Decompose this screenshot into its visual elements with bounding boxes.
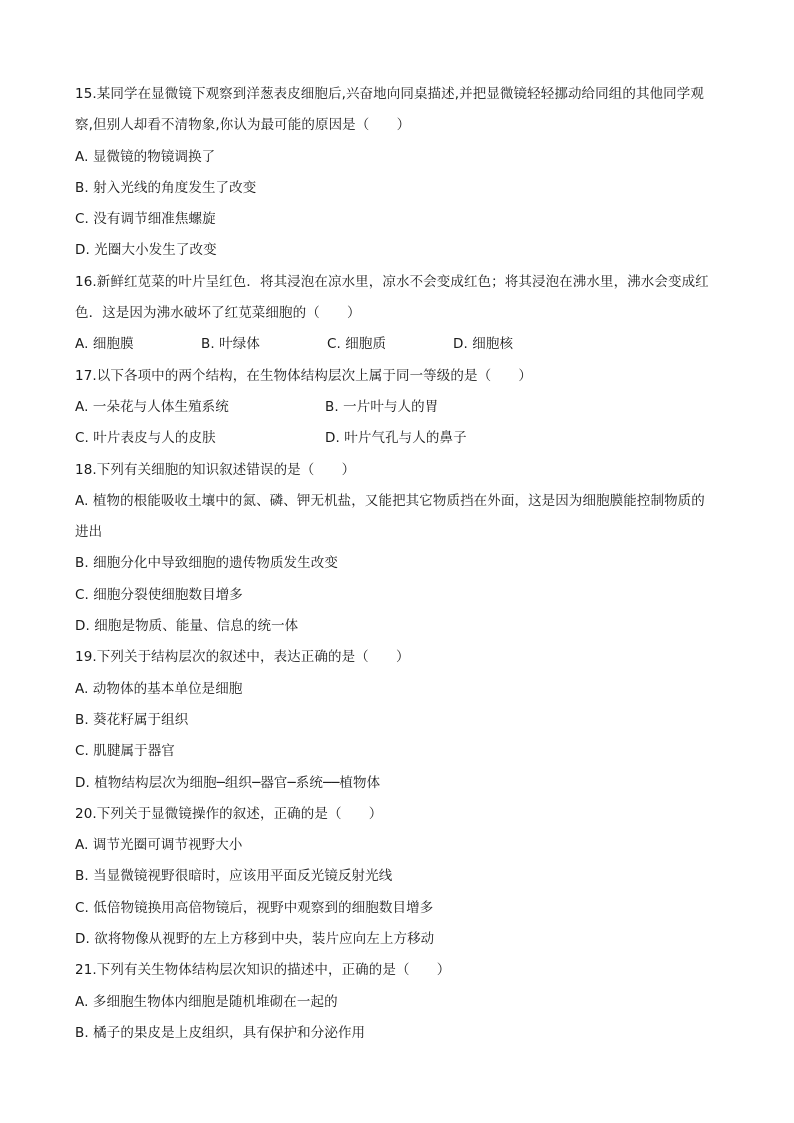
question-20-option-d: D. 欲将物像从视野的左上方移到中央，装片应向左上方移动 (75, 931, 435, 948)
question-20 (75, 799, 725, 955)
question-15 (75, 79, 725, 267)
question-20-option-b: B. 当显微镜视野很暗时，应该用平面反光镜反射光线 (75, 868, 393, 885)
question-16-option-c: C. 细胞质 (327, 336, 387, 353)
question-16-option-b: B. 叶绿体 (201, 336, 260, 353)
question-18-option-a-line-1: A. 植物的根能吸收土壤中的氮、磷、钾无机盐，又能把其它物质挡在外面，这是因为细胞膜能控制物质的 (75, 492, 705, 509)
question-19-option-c: C. 肌腱属于器官 (75, 743, 175, 760)
question-15-stem-line-1: 15.某同学在显微镜下观察到洋葱表皮细胞后,兴奋地向同桌描述,并把显微镜轻轻挪动给同组的其他同学观 (75, 86, 704, 102)
question-21-option-a: A. 多细胞生物体内细胞是随机堆砌在一起的 (75, 993, 338, 1010)
question-18-option-d: D. 细胞是物质、能量、信息的统一体 (75, 618, 299, 635)
question-16-stem-line-1: 16.新鲜红苋菜的叶片呈红色．将其浸泡在凉水里，凉水不会变成红色；将其浸泡在沸水里，沸水会变成红 (75, 273, 709, 290)
question-16 (75, 267, 725, 361)
question-17-option-d: D. 叶片气孔与人的鼻子 (325, 430, 467, 447)
question-17-stem: 17.以下各项中的两个结构，在生物体结构层次上属于同一等级的是（ ） (75, 367, 532, 384)
question-15-option-b: B. 射入光线的角度发生了改变 (75, 179, 257, 196)
question-19-option-d: D. 植物结构层次为细胞─组织─器官─系统──植物体 (75, 774, 381, 791)
question-18-option-b: B. 细胞分化中导致细胞的遗传物质发生改变 (75, 555, 338, 572)
question-20-option-c: C. 低倍物镜换用高倍物镜后，视野中观察到的细胞数目增多 (75, 899, 434, 916)
question-16-option-d: D. 细胞核 (453, 336, 514, 353)
question-15-option-a: A. 显微镜的物镜调换了 (75, 148, 216, 165)
question-19-option-b: B. 葵花籽属于组织 (75, 711, 189, 728)
question-15-option-c: C. 没有调节细准焦螺旋 (75, 211, 216, 228)
question-15-stem-line-2: 察,但别人却看不清物象,你认为最可能的原因是（ ） (75, 117, 411, 134)
question-17-options-row-1 (75, 392, 725, 423)
question-21-option-b: B. 橘子的果皮是上皮组织，具有保护和分泌作用 (75, 1024, 366, 1041)
question-18-option-a-line-2: 进出 (75, 524, 103, 541)
question-19 (75, 642, 725, 798)
question-16-option-a: A. 细胞膜 (75, 336, 134, 353)
question-17-option-c: C. 叶片表皮与人的皮肤 (75, 430, 216, 447)
question-17-option-b: B. 一片叶与人的胃 (325, 398, 439, 415)
question-15-option-d: D. 光圈大小发生了改变 (75, 242, 217, 259)
question-18-stem: 18.下列有关细胞的知识叙述错误的是（ ） (75, 461, 356, 478)
question-18 (75, 455, 725, 643)
question-16-options-row (75, 329, 725, 360)
exam-page (75, 79, 725, 1049)
question-18-option-c: C. 细胞分裂使细胞数目增多 (75, 586, 243, 603)
question-19-stem: 19.下列关于结构层次的叙述中，表达正确的是（ ） (75, 649, 410, 666)
question-20-option-a: A. 调节光圈可调节视野大小 (75, 837, 243, 854)
question-21-stem: 21.下列有关生物体结构层次知识的描述中，正确的是（ ） (75, 962, 451, 979)
question-21 (75, 955, 725, 1049)
question-17-options-row-2 (75, 423, 725, 454)
question-16-stem-line-2: 色．这是因为沸水破坏了红苋菜细胞的（ ） (75, 305, 361, 322)
question-17 (75, 361, 725, 455)
question-19-option-a: A. 动物体的基本单位是细胞 (75, 680, 243, 697)
question-17-option-a: A. 一朵花与人体生殖系统 (75, 398, 229, 415)
question-20-stem: 20.下列关于显微镜操作的叙述，正确的是（ ） (75, 805, 383, 822)
